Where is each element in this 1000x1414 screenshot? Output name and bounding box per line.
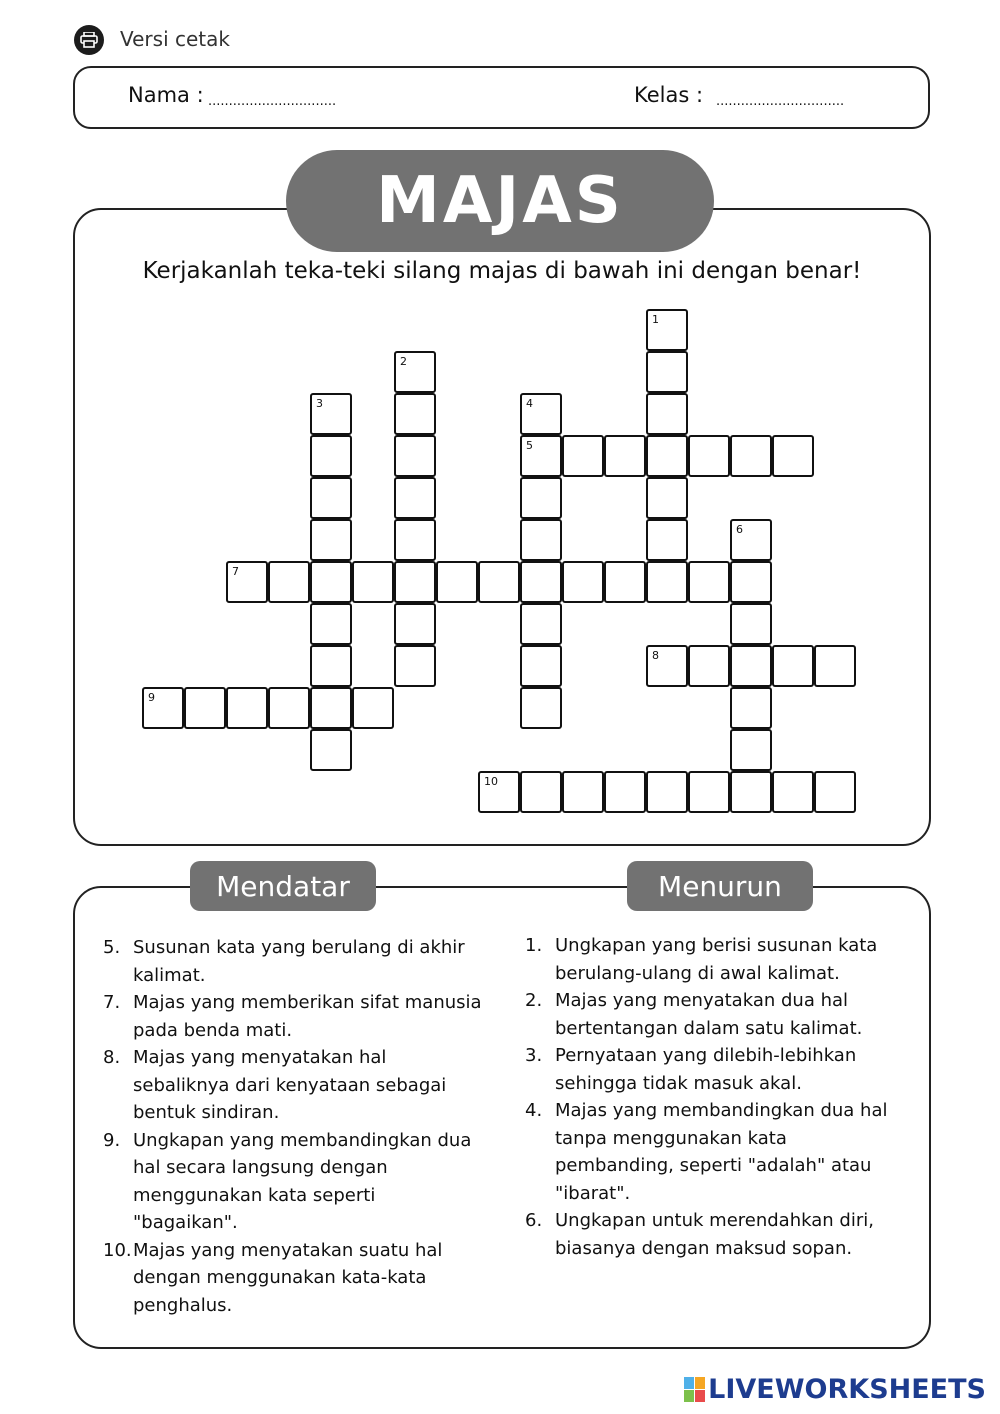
cell-number: 9 [148,691,155,704]
liveworksheets-logo [684,1374,986,1405]
across-clues [103,934,483,1319]
crossword-cell[interactable] [604,771,646,813]
crossword-cell[interactable] [730,687,772,729]
crossword-cell[interactable] [730,519,772,561]
crossword-cell[interactable] [730,645,772,687]
print-icon[interactable] [74,25,104,55]
crossword-cell[interactable] [394,393,436,435]
crossword-cell[interactable] [730,561,772,603]
clue-text: Majas yang membandingkan dua hal tanpa menggunakan kata pembanding, seperti "adalah" atau "ibarat". [555,1100,888,1204]
crossword-panel [73,208,931,846]
across-clue [103,1127,483,1237]
cell-number: 2 [400,355,407,368]
crossword-cell[interactable] [814,645,856,687]
crossword-cell[interactable] [604,561,646,603]
crossword-cell[interactable] [478,771,520,813]
clue-number: 2. [525,990,543,1011]
across-clue [103,1237,483,1320]
crossword-cell[interactable] [646,393,688,435]
crossword-cell[interactable] [394,561,436,603]
crossword-cell[interactable] [688,645,730,687]
across-clue [103,934,483,989]
clue-number: 10. [103,1239,132,1261]
clue-number: 3. [525,1045,543,1066]
class-field[interactable]: ............................... [716,94,845,109]
crossword-cell[interactable] [646,519,688,561]
crossword-cell[interactable] [226,561,268,603]
crossword-cell[interactable] [688,435,730,477]
crossword-cell[interactable] [730,729,772,771]
crossword-cell[interactable] [268,687,310,729]
crossword-cell[interactable] [394,519,436,561]
clue-text: Majas yang memberikan sifat manusia pada benda mati. [133,992,482,1041]
down-clues [525,932,905,1262]
across-clue [103,1044,483,1127]
crossword-cell[interactable] [604,435,646,477]
cell-number: 10 [484,775,498,788]
crossword-cell[interactable] [520,393,562,435]
crossword-cell[interactable] [394,477,436,519]
cell-number: 3 [316,397,323,410]
crossword-cell[interactable] [520,561,562,603]
clue-number: 9. [103,1129,121,1151]
crossword-cell[interactable] [436,561,478,603]
crossword-cell[interactable] [772,435,814,477]
crossword-cell[interactable] [310,393,352,435]
crossword-cell[interactable] [394,435,436,477]
clue-number: 5. [103,937,121,958]
crossword-cell[interactable] [562,771,604,813]
crossword-cell[interactable] [646,309,688,351]
crossword-cell[interactable] [520,687,562,729]
clue-text: Majas yang menyatakan hal sebaliknya dari kenyataan sebagai bentuk sindiran. [133,1047,447,1123]
clue-text: Susunan kata yang berulang di akhir kalimat. [133,937,465,986]
down-clue [525,1042,905,1097]
across-heading: Mendatar [190,861,376,911]
crossword-cell[interactable] [310,645,352,687]
crossword-cell[interactable] [730,771,772,813]
crossword-cell[interactable] [142,687,184,729]
crossword-cell[interactable] [562,561,604,603]
clue-text: Majas yang menyatakan suatu hal dengan menggunakan kata-kata penghalus. [133,1239,443,1316]
crossword-cell[interactable] [394,645,436,687]
down-clue [525,1097,905,1207]
crossword-cell[interactable] [226,687,268,729]
clue-number: 8. [103,1047,121,1068]
crossword-cell[interactable] [520,477,562,519]
clue-number: 6. [525,1210,543,1231]
cell-number: 4 [526,397,533,410]
clue-text: Ungkapan yang membandingkan dua hal secara langsung dengan menggunakan kata seperti "bagaikan". [133,1129,472,1233]
clue-text: Ungkapan untuk merendahkan diri, biasanya dengan maksud sopan. [555,1210,874,1259]
crossword-cell[interactable] [310,603,352,645]
crossword-cell[interactable] [478,561,520,603]
crossword-cell[interactable] [646,351,688,393]
crossword-cell[interactable] [394,351,436,393]
crossword-cell[interactable] [772,771,814,813]
name-label: Nama : [128,83,204,107]
logo-text: LIVEWORKSHEETS [708,1374,986,1405]
class-label: Kelas : [634,83,704,107]
clue-text: Majas yang menyatakan dua hal bertentangan dalam satu kalimat. [555,990,863,1039]
crossword-cell[interactable] [688,771,730,813]
down-clue [525,987,905,1042]
crossword-cell[interactable] [646,771,688,813]
cell-number: 8 [652,649,659,662]
crossword-cell[interactable] [520,603,562,645]
instructions: Kerjakanlah teka-teki silang majas di bawah ini dengan benar! [142,258,862,284]
crossword-cell[interactable] [310,687,352,729]
crossword-cell[interactable] [520,519,562,561]
crossword-cell[interactable] [730,603,772,645]
crossword-cell[interactable] [310,561,352,603]
crossword-cell[interactable] [562,435,604,477]
cell-number: 1 [652,313,659,326]
crossword-cell[interactable] [352,687,394,729]
page-title: MAJAS [286,150,714,252]
clue-number: 7. [103,992,121,1013]
crossword-cell[interactable] [520,645,562,687]
crossword-cell[interactable] [772,645,814,687]
cell-number: 7 [232,565,239,578]
crossword-cell[interactable] [310,729,352,771]
down-heading: Menurun [627,861,813,911]
down-clue [525,932,905,987]
crossword-cell[interactable] [730,435,772,477]
crossword-cell[interactable] [688,561,730,603]
clue-text: Pernyataan yang dilebih-lebihkan sehingga tidak masuk akal. [555,1045,857,1094]
crossword-cell[interactable] [646,477,688,519]
crossword-cell[interactable] [184,687,226,729]
crossword-cell[interactable] [646,561,688,603]
crossword-cell[interactable] [394,603,436,645]
across-clue [103,989,483,1044]
crossword-cell[interactable] [520,771,562,813]
crossword-cell[interactable] [646,645,688,687]
crossword-cell[interactable] [268,561,310,603]
crossword-cell[interactable] [310,435,352,477]
crossword-cell[interactable] [310,519,352,561]
crossword-cell[interactable] [814,771,856,813]
clue-text: Ungkapan yang berisi susunan kata berulang-ulang di awal kalimat. [555,935,878,984]
print-version-link[interactable]: Versi cetak [120,27,230,51]
clue-number: 4. [525,1100,543,1121]
crossword-cell[interactable] [352,561,394,603]
cell-number: 5 [526,439,533,452]
down-clue [525,1207,905,1262]
crossword-cell[interactable] [520,435,562,477]
crossword-cell[interactable] [646,435,688,477]
clue-number: 1. [525,935,543,956]
cell-number: 6 [736,523,743,536]
crossword-cell[interactable] [310,477,352,519]
name-field[interactable]: ............................... [208,94,337,109]
logo-mark-icon [684,1377,706,1403]
